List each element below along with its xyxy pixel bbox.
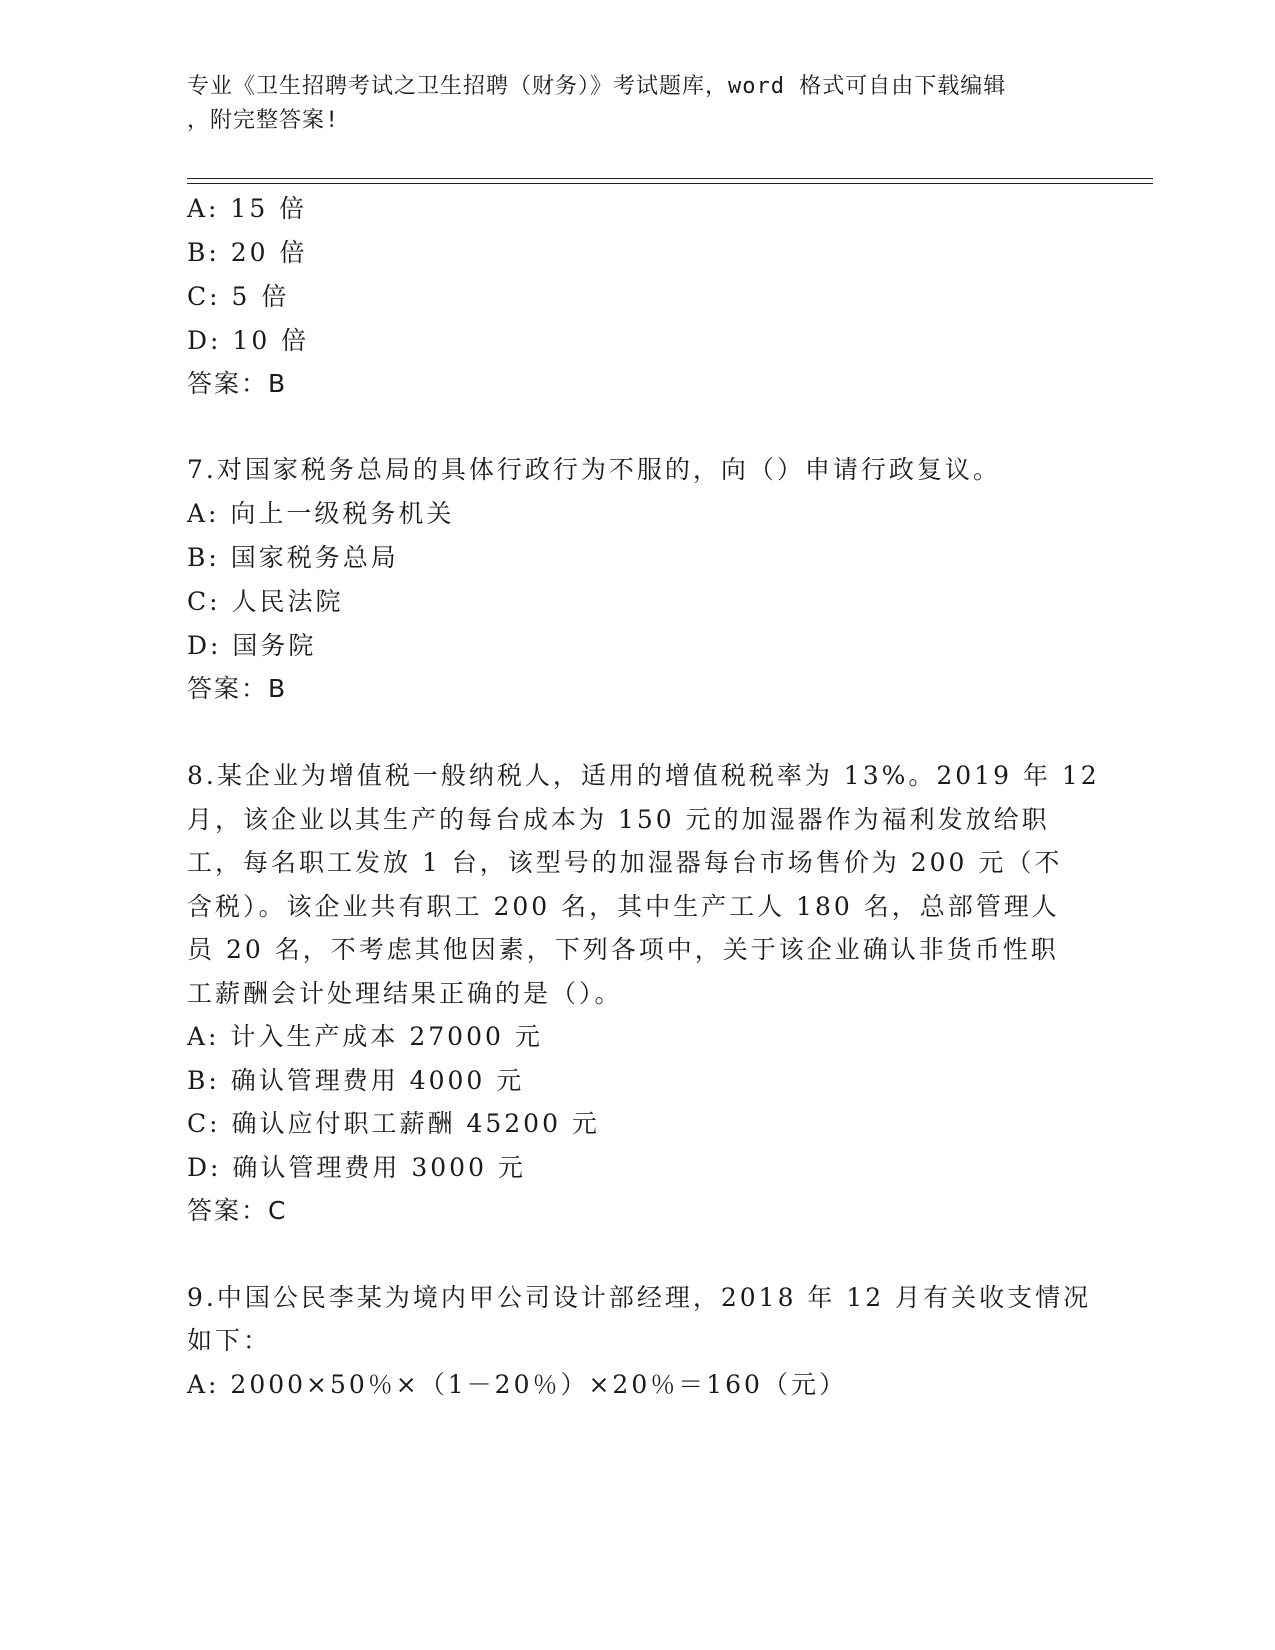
q8-question-line-4: 含税）。该企业共有职工 200 名，其中生产工人 180 名，总部管理人 — [187, 892, 1060, 921]
q7-option-a: A: 向上一级税务机关 — [187, 499, 455, 528]
q8-answer: 答案：C — [187, 1196, 288, 1225]
q8-option-b: B: 确认管理费用 4000 元 — [187, 1066, 525, 1095]
q6-option-c: C: 5 倍 — [187, 282, 290, 311]
q8-question-line-6: 工薪酬会计处理结果正确的是（）。 — [187, 979, 623, 1008]
q8-option-a: A: 计入生产成本 27000 元 — [187, 1022, 543, 1051]
q8-question-line-3: 工，每名职工发放 1 台，该型号的加湿器每台市场售价为 200 元（不 — [187, 848, 1063, 877]
q7-option-b: B: 国家税务总局 — [187, 543, 399, 572]
header-divider-top — [187, 178, 1153, 179]
q8-option-c: C: 确认应付职工薪酬 45200 元 — [187, 1109, 600, 1138]
q7-option-c: C: 人民法院 — [187, 587, 344, 616]
document-header — [187, 70, 1087, 138]
q7-answer: 答案：B — [187, 674, 288, 703]
q8-option-d: D: 确认管理费用 3000 元 — [187, 1153, 526, 1182]
q9-option-a: A: 2000×50％×（1－20％）×20％＝160（元） — [187, 1370, 847, 1399]
header-line-1: 专业《卫生招聘考试之卫生招聘（财务）》考试题库，word 格式可自由下载编辑 — [187, 74, 1007, 99]
header-line-2: ，附完整答案! — [187, 108, 340, 133]
q8-question-line-5: 员 20 名，不考虑其他因素，下列各项中，关于该企业确认非货币性职 — [187, 935, 1059, 964]
q6-answer: 答案：B — [187, 369, 288, 398]
q7-option-d: D: 国务院 — [187, 631, 317, 660]
q9-question-line-2: 如下： — [187, 1326, 272, 1355]
q6-option-d: D: 10 倍 — [187, 326, 310, 355]
q6-option-a: A: 15 倍 — [187, 194, 308, 223]
q8-question-line-2: 月，该企业以其生产的每台成本为 150 元的加湿器作为福利发放给职 — [187, 805, 1050, 834]
header-divider-bottom — [187, 183, 1153, 184]
q8-question-line-1: 8.某企业为增值税一般纳税人，适用的增值税税率为 13%。2019 年 12 — [187, 761, 1100, 790]
q6-option-b: B: 20 倍 — [187, 238, 308, 267]
q7-question: 7.对国家税务总局的具体行政行为不服的，向（）申请行政复议。 — [187, 455, 1001, 484]
q9-question-line-1: 9.中国公民李某为境内甲公司设计部经理，2018 年 12 月有关收支情况 — [187, 1283, 1092, 1312]
